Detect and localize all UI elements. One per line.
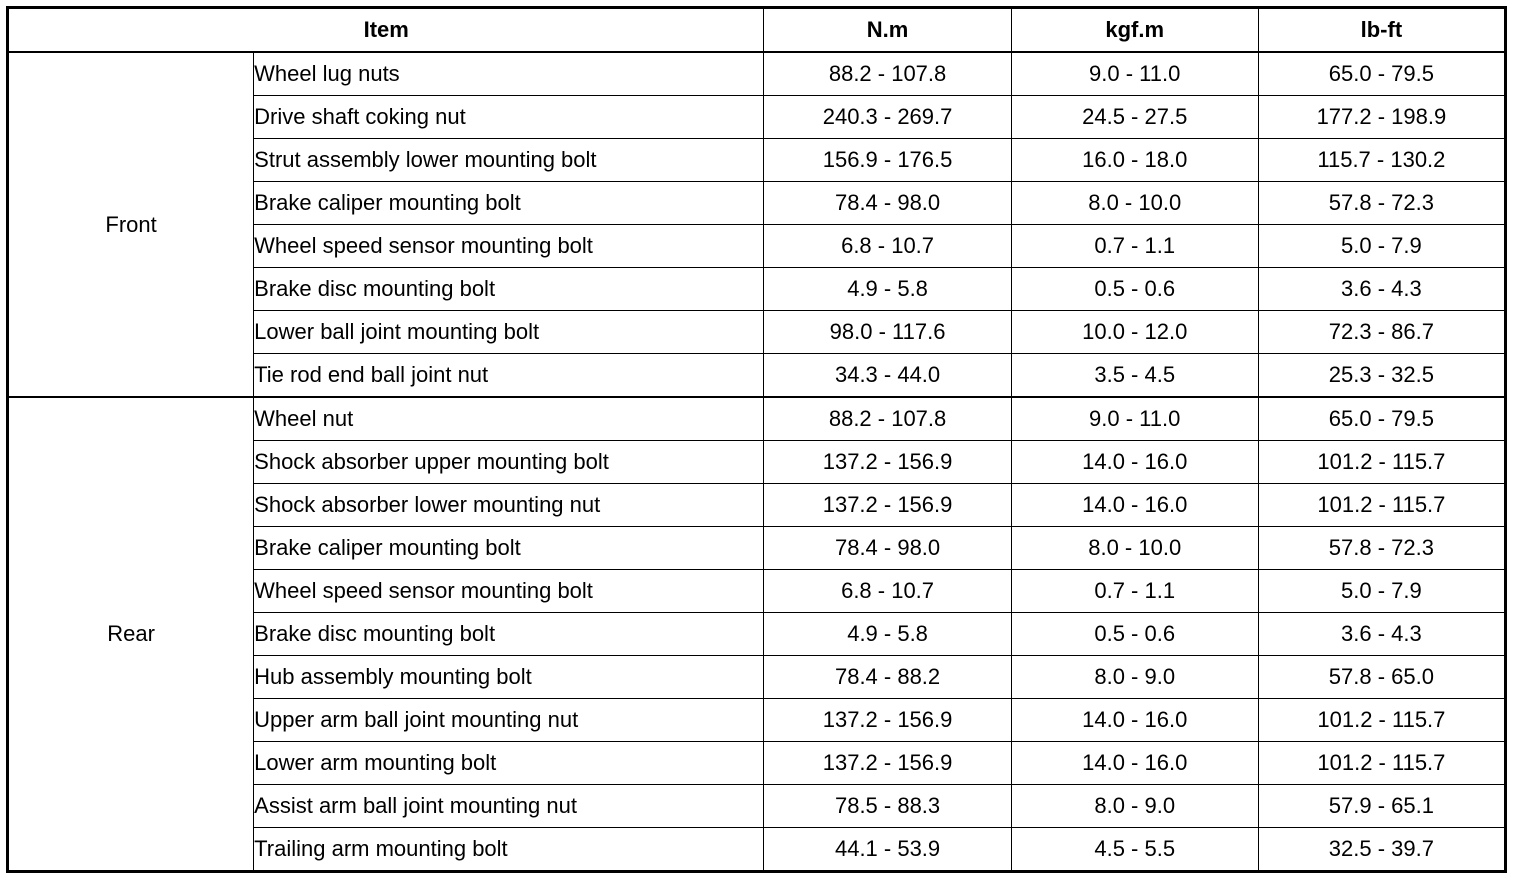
header-nm: N.m bbox=[764, 8, 1011, 53]
kgfm-cell: 14.0 - 16.0 bbox=[1011, 484, 1258, 527]
nm-cell: 78.5 - 88.3 bbox=[764, 785, 1011, 828]
kgfm-cell: 8.0 - 9.0 bbox=[1011, 656, 1258, 699]
item-cell: Wheel speed sensor mounting bolt bbox=[254, 225, 764, 268]
lbft-cell: 101.2 - 115.7 bbox=[1258, 699, 1505, 742]
item-cell: Hub assembly mounting bolt bbox=[254, 656, 764, 699]
kgfm-cell: 24.5 - 27.5 bbox=[1011, 96, 1258, 139]
item-cell: Tie rod end ball joint nut bbox=[254, 354, 764, 398]
kgfm-cell: 0.5 - 0.6 bbox=[1011, 268, 1258, 311]
item-cell: Wheel nut bbox=[254, 397, 764, 441]
item-cell: Drive shaft coking nut bbox=[254, 96, 764, 139]
header-lbft: lb-ft bbox=[1258, 8, 1505, 53]
lbft-cell: 57.8 - 72.3 bbox=[1258, 527, 1505, 570]
kgfm-cell: 14.0 - 16.0 bbox=[1011, 699, 1258, 742]
kgfm-cell: 4.5 - 5.5 bbox=[1011, 828, 1258, 872]
item-cell: Brake disc mounting bolt bbox=[254, 613, 764, 656]
kgfm-cell: 3.5 - 4.5 bbox=[1011, 354, 1258, 398]
lbft-cell: 65.0 - 79.5 bbox=[1258, 52, 1505, 96]
kgfm-cell: 14.0 - 16.0 bbox=[1011, 441, 1258, 484]
lbft-cell: 57.8 - 65.0 bbox=[1258, 656, 1505, 699]
kgfm-cell: 9.0 - 11.0 bbox=[1011, 52, 1258, 96]
item-cell: Assist arm ball joint mounting nut bbox=[254, 785, 764, 828]
nm-cell: 4.9 - 5.8 bbox=[764, 613, 1011, 656]
item-cell: Strut assembly lower mounting bolt bbox=[254, 139, 764, 182]
lbft-cell: 32.5 - 39.7 bbox=[1258, 828, 1505, 872]
item-cell: Brake disc mounting bolt bbox=[254, 268, 764, 311]
item-cell: Brake caliper mounting bolt bbox=[254, 182, 764, 225]
kgfm-cell: 8.0 - 9.0 bbox=[1011, 785, 1258, 828]
nm-cell: 78.4 - 98.0 bbox=[764, 182, 1011, 225]
lbft-cell: 101.2 - 115.7 bbox=[1258, 441, 1505, 484]
kgfm-cell: 0.7 - 1.1 bbox=[1011, 570, 1258, 613]
nm-cell: 137.2 - 156.9 bbox=[764, 699, 1011, 742]
nm-cell: 88.2 - 107.8 bbox=[764, 397, 1011, 441]
kgfm-cell: 8.0 - 10.0 bbox=[1011, 182, 1258, 225]
lbft-cell: 3.6 - 4.3 bbox=[1258, 613, 1505, 656]
group-label-rear: Rear bbox=[8, 397, 254, 872]
lbft-cell: 57.8 - 72.3 bbox=[1258, 182, 1505, 225]
kgfm-cell: 14.0 - 16.0 bbox=[1011, 742, 1258, 785]
lbft-cell: 57.9 - 65.1 bbox=[1258, 785, 1505, 828]
item-cell: Shock absorber lower mounting nut bbox=[254, 484, 764, 527]
nm-cell: 98.0 - 117.6 bbox=[764, 311, 1011, 354]
kgfm-cell: 9.0 - 11.0 bbox=[1011, 397, 1258, 441]
kgfm-cell: 16.0 - 18.0 bbox=[1011, 139, 1258, 182]
lbft-cell: 101.2 - 115.7 bbox=[1258, 484, 1505, 527]
group-label-front: Front bbox=[8, 52, 254, 397]
nm-cell: 34.3 - 44.0 bbox=[764, 354, 1011, 398]
lbft-cell: 5.0 - 7.9 bbox=[1258, 570, 1505, 613]
header-item: Item bbox=[8, 8, 764, 53]
lbft-cell: 25.3 - 32.5 bbox=[1258, 354, 1505, 398]
lbft-cell: 72.3 - 86.7 bbox=[1258, 311, 1505, 354]
nm-cell: 156.9 - 176.5 bbox=[764, 139, 1011, 182]
table-body bbox=[8, 52, 1506, 872]
kgfm-cell: 8.0 - 10.0 bbox=[1011, 527, 1258, 570]
item-cell: Brake caliper mounting bolt bbox=[254, 527, 764, 570]
nm-cell: 6.8 - 10.7 bbox=[764, 570, 1011, 613]
nm-cell: 78.4 - 98.0 bbox=[764, 527, 1011, 570]
item-cell: Upper arm ball joint mounting nut bbox=[254, 699, 764, 742]
item-cell: Shock absorber upper mounting bolt bbox=[254, 441, 764, 484]
lbft-cell: 177.2 - 198.9 bbox=[1258, 96, 1505, 139]
item-cell: Lower arm mounting bolt bbox=[254, 742, 764, 785]
nm-cell: 44.1 - 53.9 bbox=[764, 828, 1011, 872]
kgfm-cell: 10.0 - 12.0 bbox=[1011, 311, 1258, 354]
kgfm-cell: 0.7 - 1.1 bbox=[1011, 225, 1258, 268]
nm-cell: 88.2 - 107.8 bbox=[764, 52, 1011, 96]
table-row bbox=[8, 52, 1506, 96]
nm-cell: 137.2 - 156.9 bbox=[764, 742, 1011, 785]
lbft-cell: 3.6 - 4.3 bbox=[1258, 268, 1505, 311]
nm-cell: 4.9 - 5.8 bbox=[764, 268, 1011, 311]
nm-cell: 6.8 - 10.7 bbox=[764, 225, 1011, 268]
nm-cell: 137.2 - 156.9 bbox=[764, 441, 1011, 484]
item-cell: Wheel lug nuts bbox=[254, 52, 764, 96]
item-cell: Trailing arm mounting bolt bbox=[254, 828, 764, 872]
header-row bbox=[8, 8, 1506, 53]
item-cell: Wheel speed sensor mounting bolt bbox=[254, 570, 764, 613]
lbft-cell: 115.7 - 130.2 bbox=[1258, 139, 1505, 182]
kgfm-cell: 0.5 - 0.6 bbox=[1011, 613, 1258, 656]
nm-cell: 137.2 - 156.9 bbox=[764, 484, 1011, 527]
lbft-cell: 101.2 - 115.7 bbox=[1258, 742, 1505, 785]
header-kgfm: kgf.m bbox=[1011, 8, 1258, 53]
lbft-cell: 5.0 - 7.9 bbox=[1258, 225, 1505, 268]
nm-cell: 240.3 - 269.7 bbox=[764, 96, 1011, 139]
table-row bbox=[8, 397, 1506, 441]
nm-cell: 78.4 - 88.2 bbox=[764, 656, 1011, 699]
torque-spec-table bbox=[6, 6, 1507, 873]
lbft-cell: 65.0 - 79.5 bbox=[1258, 397, 1505, 441]
table-header bbox=[8, 8, 1506, 53]
item-cell: Lower ball joint mounting bolt bbox=[254, 311, 764, 354]
